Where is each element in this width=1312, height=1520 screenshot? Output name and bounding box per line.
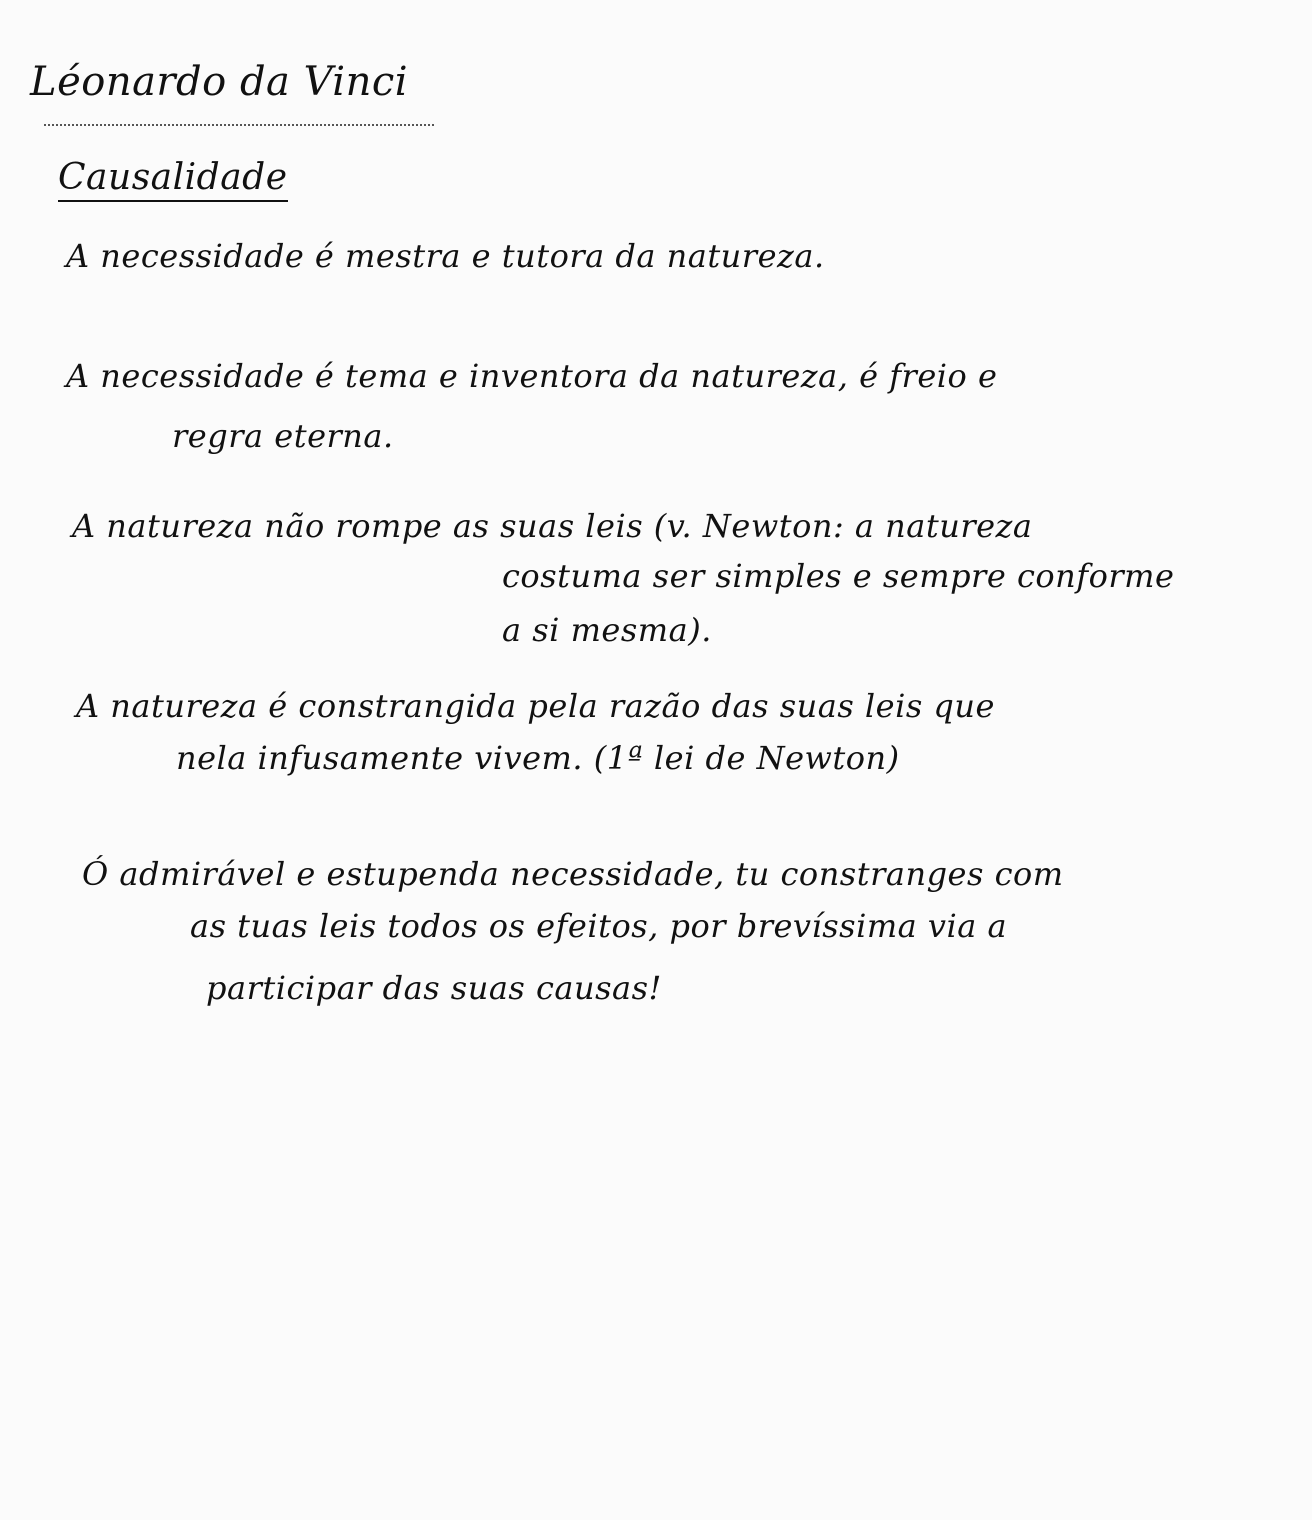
paragraph-line: as tuas leis todos os efeitos, por brevíssima via a <box>190 907 1008 945</box>
paragraph-line: Ó admirável e estupenda necessidade, tu constranges com <box>82 855 1064 893</box>
page-title: Léonardo da Vinci <box>30 59 409 105</box>
paragraph-line: a si mesma). <box>502 611 712 649</box>
paragraph-line: regra eterna. <box>172 417 394 455</box>
paragraph-line: A natureza é constrangida pela razão das suas leis que <box>76 687 995 725</box>
paragraph-line: A natureza não rompe as suas leis (v. Newton: a natureza <box>72 507 1033 545</box>
paragraph-line: participar das suas causas! <box>206 969 662 1007</box>
title-underline <box>44 124 434 126</box>
section-heading: Causalidade <box>58 160 288 202</box>
paragraph-line: A necessidade é mestra e tutora da natureza. <box>66 237 825 275</box>
paragraph-line: costuma ser simples e sempre conforme <box>502 557 1175 595</box>
paragraph-line: nela infusamente vivem. (1ª lei de Newton) <box>176 739 900 777</box>
paragraph-line: A necessidade é tema e inventora da natureza, é freio e <box>66 357 998 395</box>
